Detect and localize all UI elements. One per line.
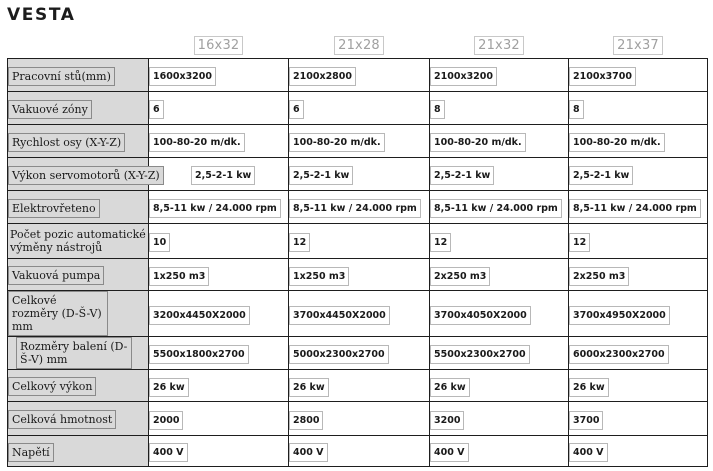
row-label-cell bbox=[8, 337, 149, 370]
value: 1x250 m3 bbox=[149, 267, 209, 286]
vesta-logo-mark bbox=[7, 5, 87, 23]
value: 100-80-20 m/dk. bbox=[430, 133, 526, 152]
value: 400 V bbox=[289, 443, 328, 462]
value-cell bbox=[149, 59, 289, 92]
row-label: Výkon servomotorů (X-Y-Z) bbox=[8, 166, 164, 185]
value-cell bbox=[289, 291, 430, 337]
value-cell bbox=[289, 59, 430, 92]
value: 1600x3200 bbox=[149, 67, 216, 86]
table-row bbox=[8, 259, 708, 291]
value-cell bbox=[430, 191, 569, 224]
table-row bbox=[8, 125, 708, 158]
table-row bbox=[8, 291, 708, 337]
value-cell bbox=[569, 59, 708, 92]
value: 3700x4050X2000 bbox=[430, 306, 531, 325]
row-label-cell bbox=[8, 59, 149, 92]
value: 400 V bbox=[430, 443, 469, 462]
row-label-cell bbox=[8, 402, 149, 436]
value: 2,5-2-1 kw bbox=[191, 166, 255, 185]
value-cell bbox=[289, 370, 430, 402]
value: 10 bbox=[149, 233, 170, 252]
value: 8,5-11 kw / 24.000 rpm bbox=[569, 199, 701, 218]
table-row bbox=[8, 92, 708, 125]
value-cell bbox=[289, 436, 430, 467]
value-cell bbox=[149, 291, 289, 337]
value-cell bbox=[149, 259, 289, 291]
value-cell bbox=[149, 370, 289, 402]
value-cell bbox=[569, 224, 708, 259]
value: 5500x1800x2700 bbox=[149, 345, 249, 364]
spec-table bbox=[7, 30, 708, 467]
value-cell bbox=[569, 370, 708, 402]
value: 400 V bbox=[569, 443, 608, 462]
value-cell bbox=[569, 337, 708, 370]
row-label: Pracovní stů(mm) bbox=[8, 67, 115, 86]
value-cell bbox=[149, 224, 289, 259]
value-cell bbox=[430, 92, 569, 125]
value-cell bbox=[289, 259, 430, 291]
value: 8 bbox=[569, 100, 584, 119]
value-cell bbox=[569, 125, 708, 158]
value-cell bbox=[430, 158, 569, 191]
value: 400 V bbox=[149, 443, 188, 462]
value-cell bbox=[430, 125, 569, 158]
value-cell bbox=[430, 291, 569, 337]
value: 2100x2800 bbox=[289, 67, 356, 86]
row-label-cell bbox=[8, 259, 149, 291]
value: 3200x4450X2000 bbox=[149, 306, 250, 325]
row-label-cell bbox=[8, 158, 160, 191]
row-label: Napětí bbox=[8, 443, 54, 462]
value-cell bbox=[289, 92, 430, 125]
value-cell bbox=[149, 337, 289, 370]
row-label-cell bbox=[8, 436, 149, 467]
table-row bbox=[8, 370, 708, 402]
row-label-cell bbox=[8, 291, 149, 337]
value: 2,5-2-1 kw bbox=[430, 166, 494, 185]
value-cell bbox=[430, 337, 569, 370]
row-label: Počet pozic automatické výměny nástrojů bbox=[8, 228, 148, 254]
value: 26 kw bbox=[289, 378, 329, 397]
value: 2x250 m3 bbox=[430, 267, 490, 286]
value: 6 bbox=[289, 100, 304, 119]
value-cell bbox=[569, 158, 708, 191]
value: 1x250 m3 bbox=[289, 267, 349, 286]
value-cell bbox=[149, 158, 289, 191]
row-label: Celkový výkon bbox=[8, 377, 96, 396]
model-label: 16x32 bbox=[194, 36, 244, 55]
value: 6000x2300x2700 bbox=[569, 345, 669, 364]
value: 26 kw bbox=[430, 378, 470, 397]
value: 26 kw bbox=[149, 378, 189, 397]
logo-text: VESTA bbox=[7, 5, 76, 23]
value: 2000 bbox=[149, 411, 183, 430]
value-cell bbox=[430, 436, 569, 467]
header-row bbox=[8, 30, 708, 59]
value-cell bbox=[569, 402, 708, 436]
row-label: Elektrovřeteno bbox=[8, 199, 100, 218]
value: 6 bbox=[149, 100, 164, 119]
value-cell bbox=[289, 158, 430, 191]
value: 12 bbox=[289, 233, 310, 252]
value: 2,5-2-1 kw bbox=[569, 166, 633, 185]
table-row bbox=[8, 191, 708, 224]
model-label: 21x37 bbox=[613, 36, 663, 55]
value-cell bbox=[430, 370, 569, 402]
value: 2100x3700 bbox=[569, 67, 636, 86]
value: 8,5-11 kw / 24.000 rpm bbox=[430, 199, 562, 218]
row-label-cell bbox=[8, 92, 149, 125]
value: 3200 bbox=[430, 411, 464, 430]
value: 12 bbox=[430, 233, 451, 252]
value-cell bbox=[569, 436, 708, 467]
value-cell bbox=[569, 92, 708, 125]
row-label-cell bbox=[8, 370, 149, 402]
vesta-logo bbox=[7, 5, 87, 23]
value-cell bbox=[149, 191, 289, 224]
value: 3700x4450X2000 bbox=[289, 306, 390, 325]
row-label: Vakuové zóny bbox=[8, 100, 92, 119]
value-cell bbox=[430, 224, 569, 259]
table-row bbox=[8, 59, 708, 92]
model-header bbox=[149, 30, 289, 59]
value: 2,5-2-1 kw bbox=[289, 166, 353, 185]
row-label-cell bbox=[8, 191, 149, 224]
value: 12 bbox=[569, 233, 590, 252]
value-cell bbox=[430, 259, 569, 291]
table-row bbox=[8, 436, 708, 467]
value-cell bbox=[149, 92, 289, 125]
table-row bbox=[8, 158, 708, 191]
value: 3700x4950X2000 bbox=[569, 306, 670, 325]
model-label: 21x28 bbox=[334, 36, 384, 55]
table-row bbox=[8, 224, 708, 259]
value: 2800 bbox=[289, 411, 323, 430]
row-label: Celkové rozměry (D-Š-V) mm bbox=[8, 291, 108, 336]
value: 5500x2300x2700 bbox=[430, 345, 530, 364]
value: 8 bbox=[430, 100, 445, 119]
value-cell bbox=[149, 436, 289, 467]
row-label: Rychlost osy (X-Y-Z) bbox=[8, 133, 125, 152]
model-header bbox=[289, 30, 430, 59]
value-cell bbox=[569, 291, 708, 337]
value: 8,5-11 kw / 24.000 rpm bbox=[149, 199, 281, 218]
value-cell bbox=[569, 191, 708, 224]
model-header bbox=[569, 30, 708, 59]
value-cell bbox=[289, 125, 430, 158]
value: 3700 bbox=[569, 411, 603, 430]
value-cell bbox=[289, 337, 430, 370]
header-corner bbox=[8, 30, 149, 59]
value: 100-80-20 m/dk. bbox=[149, 133, 245, 152]
value: 2x250 m3 bbox=[569, 267, 629, 286]
row-label-cell bbox=[8, 224, 149, 259]
value: 2100x3200 bbox=[430, 67, 497, 86]
value: 26 kw bbox=[569, 378, 609, 397]
model-header bbox=[430, 30, 569, 59]
row-label: Celková hmotnost bbox=[8, 410, 116, 429]
value: 8,5-11 kw / 24.000 rpm bbox=[289, 199, 421, 218]
value-cell bbox=[149, 125, 289, 158]
value-cell bbox=[149, 402, 289, 436]
model-label: 21x32 bbox=[474, 36, 524, 55]
row-label: Rozměry balení (D-Š-V) mm bbox=[16, 337, 132, 369]
value: 5000x2300x2700 bbox=[289, 345, 389, 364]
value-cell bbox=[289, 402, 430, 436]
table-row bbox=[8, 402, 708, 436]
value-cell bbox=[569, 259, 708, 291]
value-cell bbox=[430, 59, 569, 92]
value-cell bbox=[430, 402, 569, 436]
value-cell bbox=[289, 224, 430, 259]
value-cell bbox=[289, 191, 430, 224]
row-label-cell bbox=[8, 125, 149, 158]
row-label: Vakuová pumpa bbox=[8, 266, 104, 285]
table-row bbox=[8, 337, 708, 370]
value: 100-80-20 m/dk. bbox=[289, 133, 385, 152]
value: 100-80-20 m/dk. bbox=[569, 133, 665, 152]
